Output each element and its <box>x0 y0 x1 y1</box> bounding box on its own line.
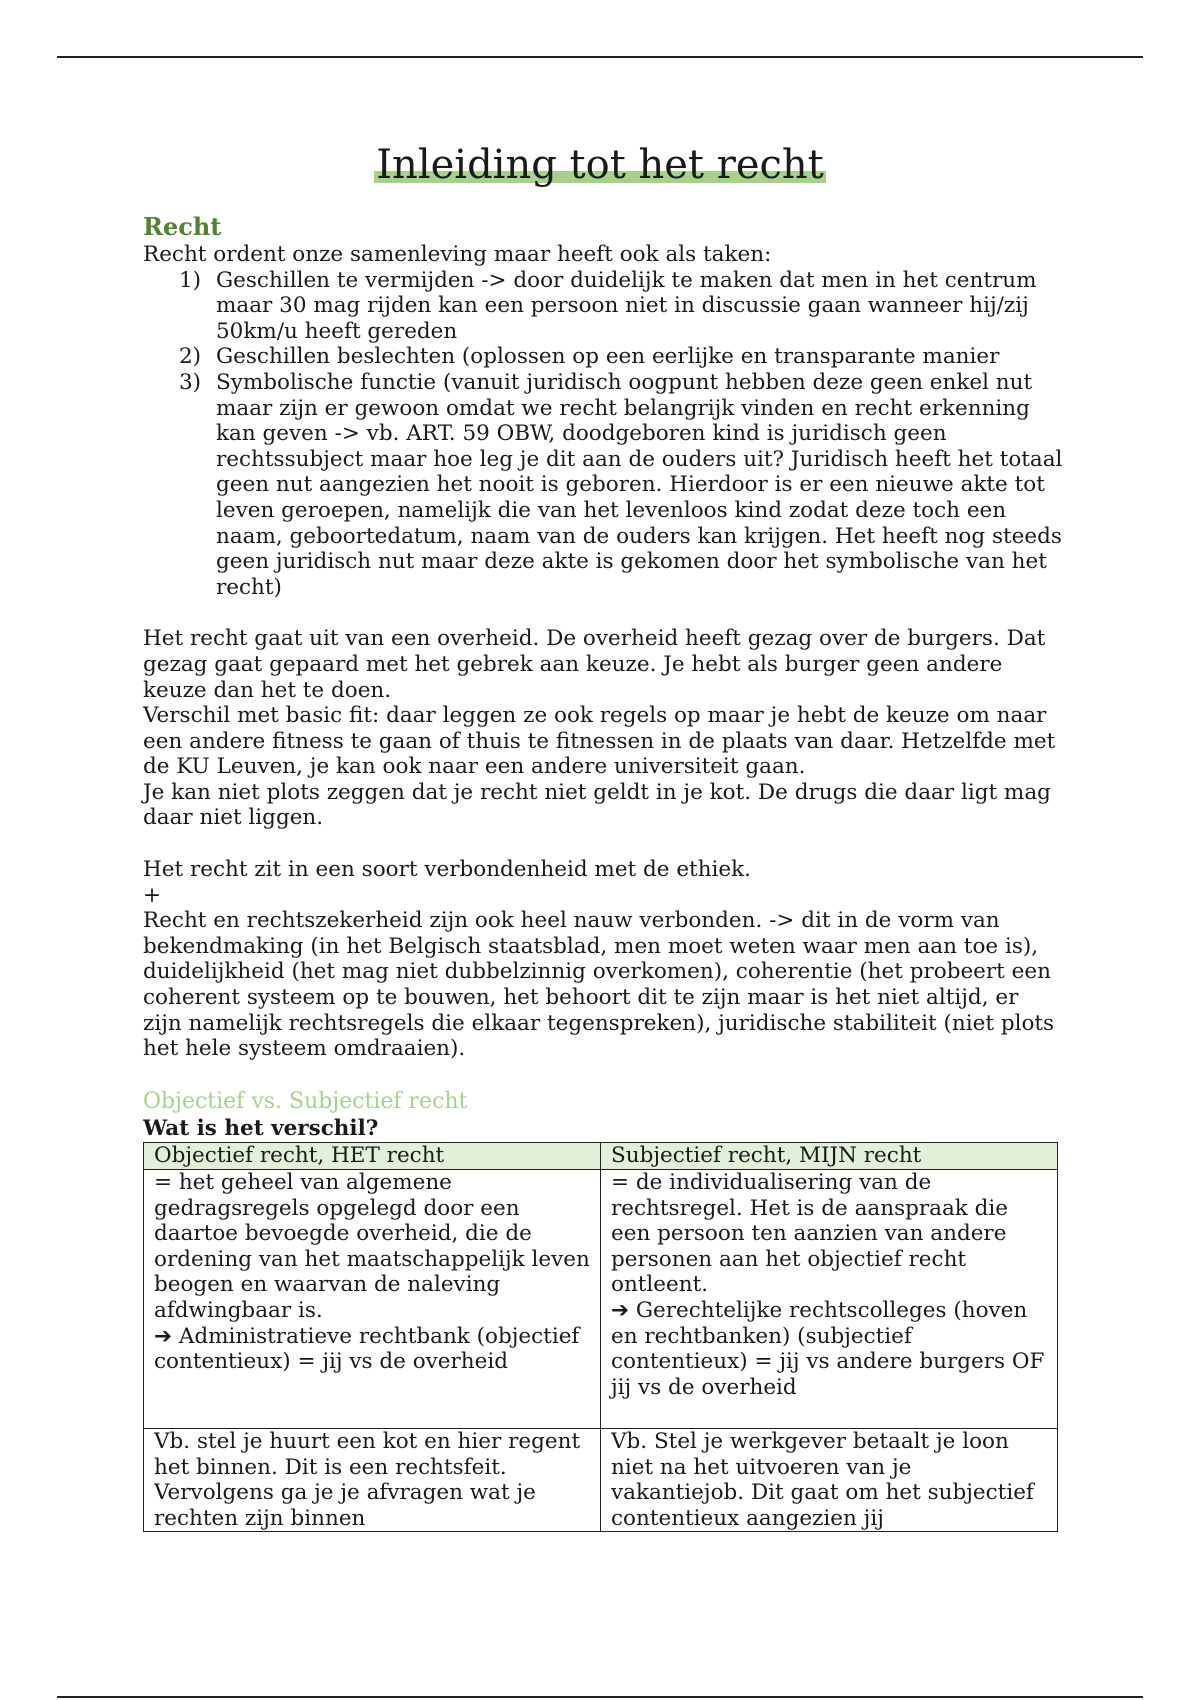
list-item <box>143 370 1063 600</box>
spacer <box>143 600 1063 626</box>
list-text: Geschillen te vermijden -> door duidelijk te maken dat men in het centrum maar 30 mag rijden kan een persoon niet in discussie gaan wanneer hij/zij 50km/u heeft gereden <box>216 267 1037 344</box>
cell-subjective-example <box>601 1429 1058 1532</box>
header-rule <box>57 56 1143 58</box>
table-row <box>144 1170 1058 1429</box>
cell-objective-definition <box>144 1170 601 1429</box>
spacer <box>143 831 1063 857</box>
list-item <box>143 344 1063 370</box>
list-number: 3) <box>179 369 202 395</box>
footer-rule <box>57 1696 1143 1698</box>
title-wrapper <box>0 140 1200 190</box>
cell-objective-example <box>144 1429 601 1532</box>
subjective-definition-text: = de individualisering van de rechtsregel. Het is de aanspraak die een persoon ten aanzien van andere personen aan het objectief recht ontleent. <box>611 1170 1009 1298</box>
subsection-question: Wat is het verschil? <box>143 1115 379 1141</box>
table-row <box>144 1429 1058 1532</box>
subjective-example-text: Vb. Stel je werkgever betaalt je loon niet na het uitvoeren van je vakantiejob. Dit gaat om het subjectief contentieux aangezien jij <box>611 1429 1034 1531</box>
document-body <box>143 212 1063 1532</box>
list-text: Symbolische functie (vanuit juridisch oogpunt hebben deze geen enkel nut maar zijn er gewoon omdat we recht belangrijk vinden en recht erkenning kan geven -> vb. ART. 59 OBW, doodgeboren kind is juridisch geen rechtssubject maar hoe leg je dit aan de ouders uit? Juridisch heeft het totaal geen nut aangezien het nooit is geboren. Hierdoor is er een nieuwe akte tot leven geroepen, namelijk die van het levenloos kind zodat deze toch een naam, geboortedatum, naam van de ouders kan krijgen. Het heeft nog steeds geen juridisch nut maar deze akte is gekomen door het symbolische van het recht) <box>216 369 1063 600</box>
cell-subjective-definition <box>601 1170 1058 1429</box>
section-intro: Recht ordent onze samenleving maar heeft ook als taken: <box>143 242 772 267</box>
paragraph-ethics: Het recht zit in een soort verbondenheid met de ethiek. <box>143 857 752 883</box>
list-number: 2) <box>179 344 202 370</box>
spacer <box>143 1062 1063 1088</box>
section-heading: Recht <box>143 212 222 241</box>
paragraph-legal-certainty: Recht en rechtszekerheid zijn ook heel nauw verbonden. -> dit in de vorm van bekendmaking (in het Belgisch staatsblad, men moet weten waar men aan toe is), duidelijkheid (het mag niet dubbelzinnig overkomen), coherentie (het probeert een coherent systeem op te bouwen, het behoort dit te zijn maar is het niet altijd, er zijn namelijk rechtsregels die elkaar tegenspreken), juridische stabiliteit (niet plots het hele systeem omdraaien). <box>143 908 1055 1062</box>
subsection-heading: Objectief vs. Subjectief recht <box>143 1088 468 1114</box>
plus-sign: + <box>143 882 162 908</box>
paragraph-kot: Je kan niet plots zeggen dat je recht niet geldt in je kot. De drugs die daar ligt mag daar niet liggen. <box>143 779 1051 831</box>
page-title: Inleiding tot het recht <box>376 142 824 188</box>
header-objective: Objectief recht, HET recht <box>144 1143 601 1170</box>
paragraph-authority: Het recht gaat uit van een overheid. De overheid heeft gezag over de burgers. Dat gezag gaat gepaard met het gebrek aan keuze. Je hebt als burger geen andere keuze dan het te doen. <box>143 626 1046 703</box>
list-item <box>143 268 1063 345</box>
table-header-row <box>144 1143 1058 1170</box>
objective-definition-text: = het geheel van algemene gedragsregels opgelegd door een daartoe bevoegde overheid, die de ordening van het maatschappelijk leven beogen en waarvan de naleving afdwingbaar is. <box>154 1170 590 1323</box>
objective-example-text: Vb. stel je huurt een kot en hier regent het binnen. Dit is een rechtsfeit. Vervolgens ga je je afvragen wat je rechten zijn binnen <box>154 1429 581 1531</box>
objective-court-text: ➔ Administratieve rechtbank (objectief contentieux) = jij vs de overheid <box>154 1323 580 1375</box>
task-list <box>143 268 1063 601</box>
subjective-court-text: ➔ Gerechtelijke rechtscolleges (hoven en rechtbanken) (subjectief contentieux) = jij vs andere burgers OF jij vs de overheid <box>611 1297 1045 1400</box>
list-text: Geschillen beslechten (oplossen op een eerlijke en transparante manier <box>216 344 1000 370</box>
paragraph-basic-fit: Verschil met basic fit: daar leggen ze ook regels op maar je hebt de keuze om naar een andere fitness te gaan of thuis te fitnessen in de plaats van daar. Hetzelfde met de KU Leuven, je kan ook naar een andere universiteit gaan. <box>143 703 1056 780</box>
list-number: 1) <box>179 267 202 293</box>
header-subjective: Subjectief recht, MIJN recht <box>601 1143 1058 1170</box>
comparison-table <box>143 1142 1058 1532</box>
